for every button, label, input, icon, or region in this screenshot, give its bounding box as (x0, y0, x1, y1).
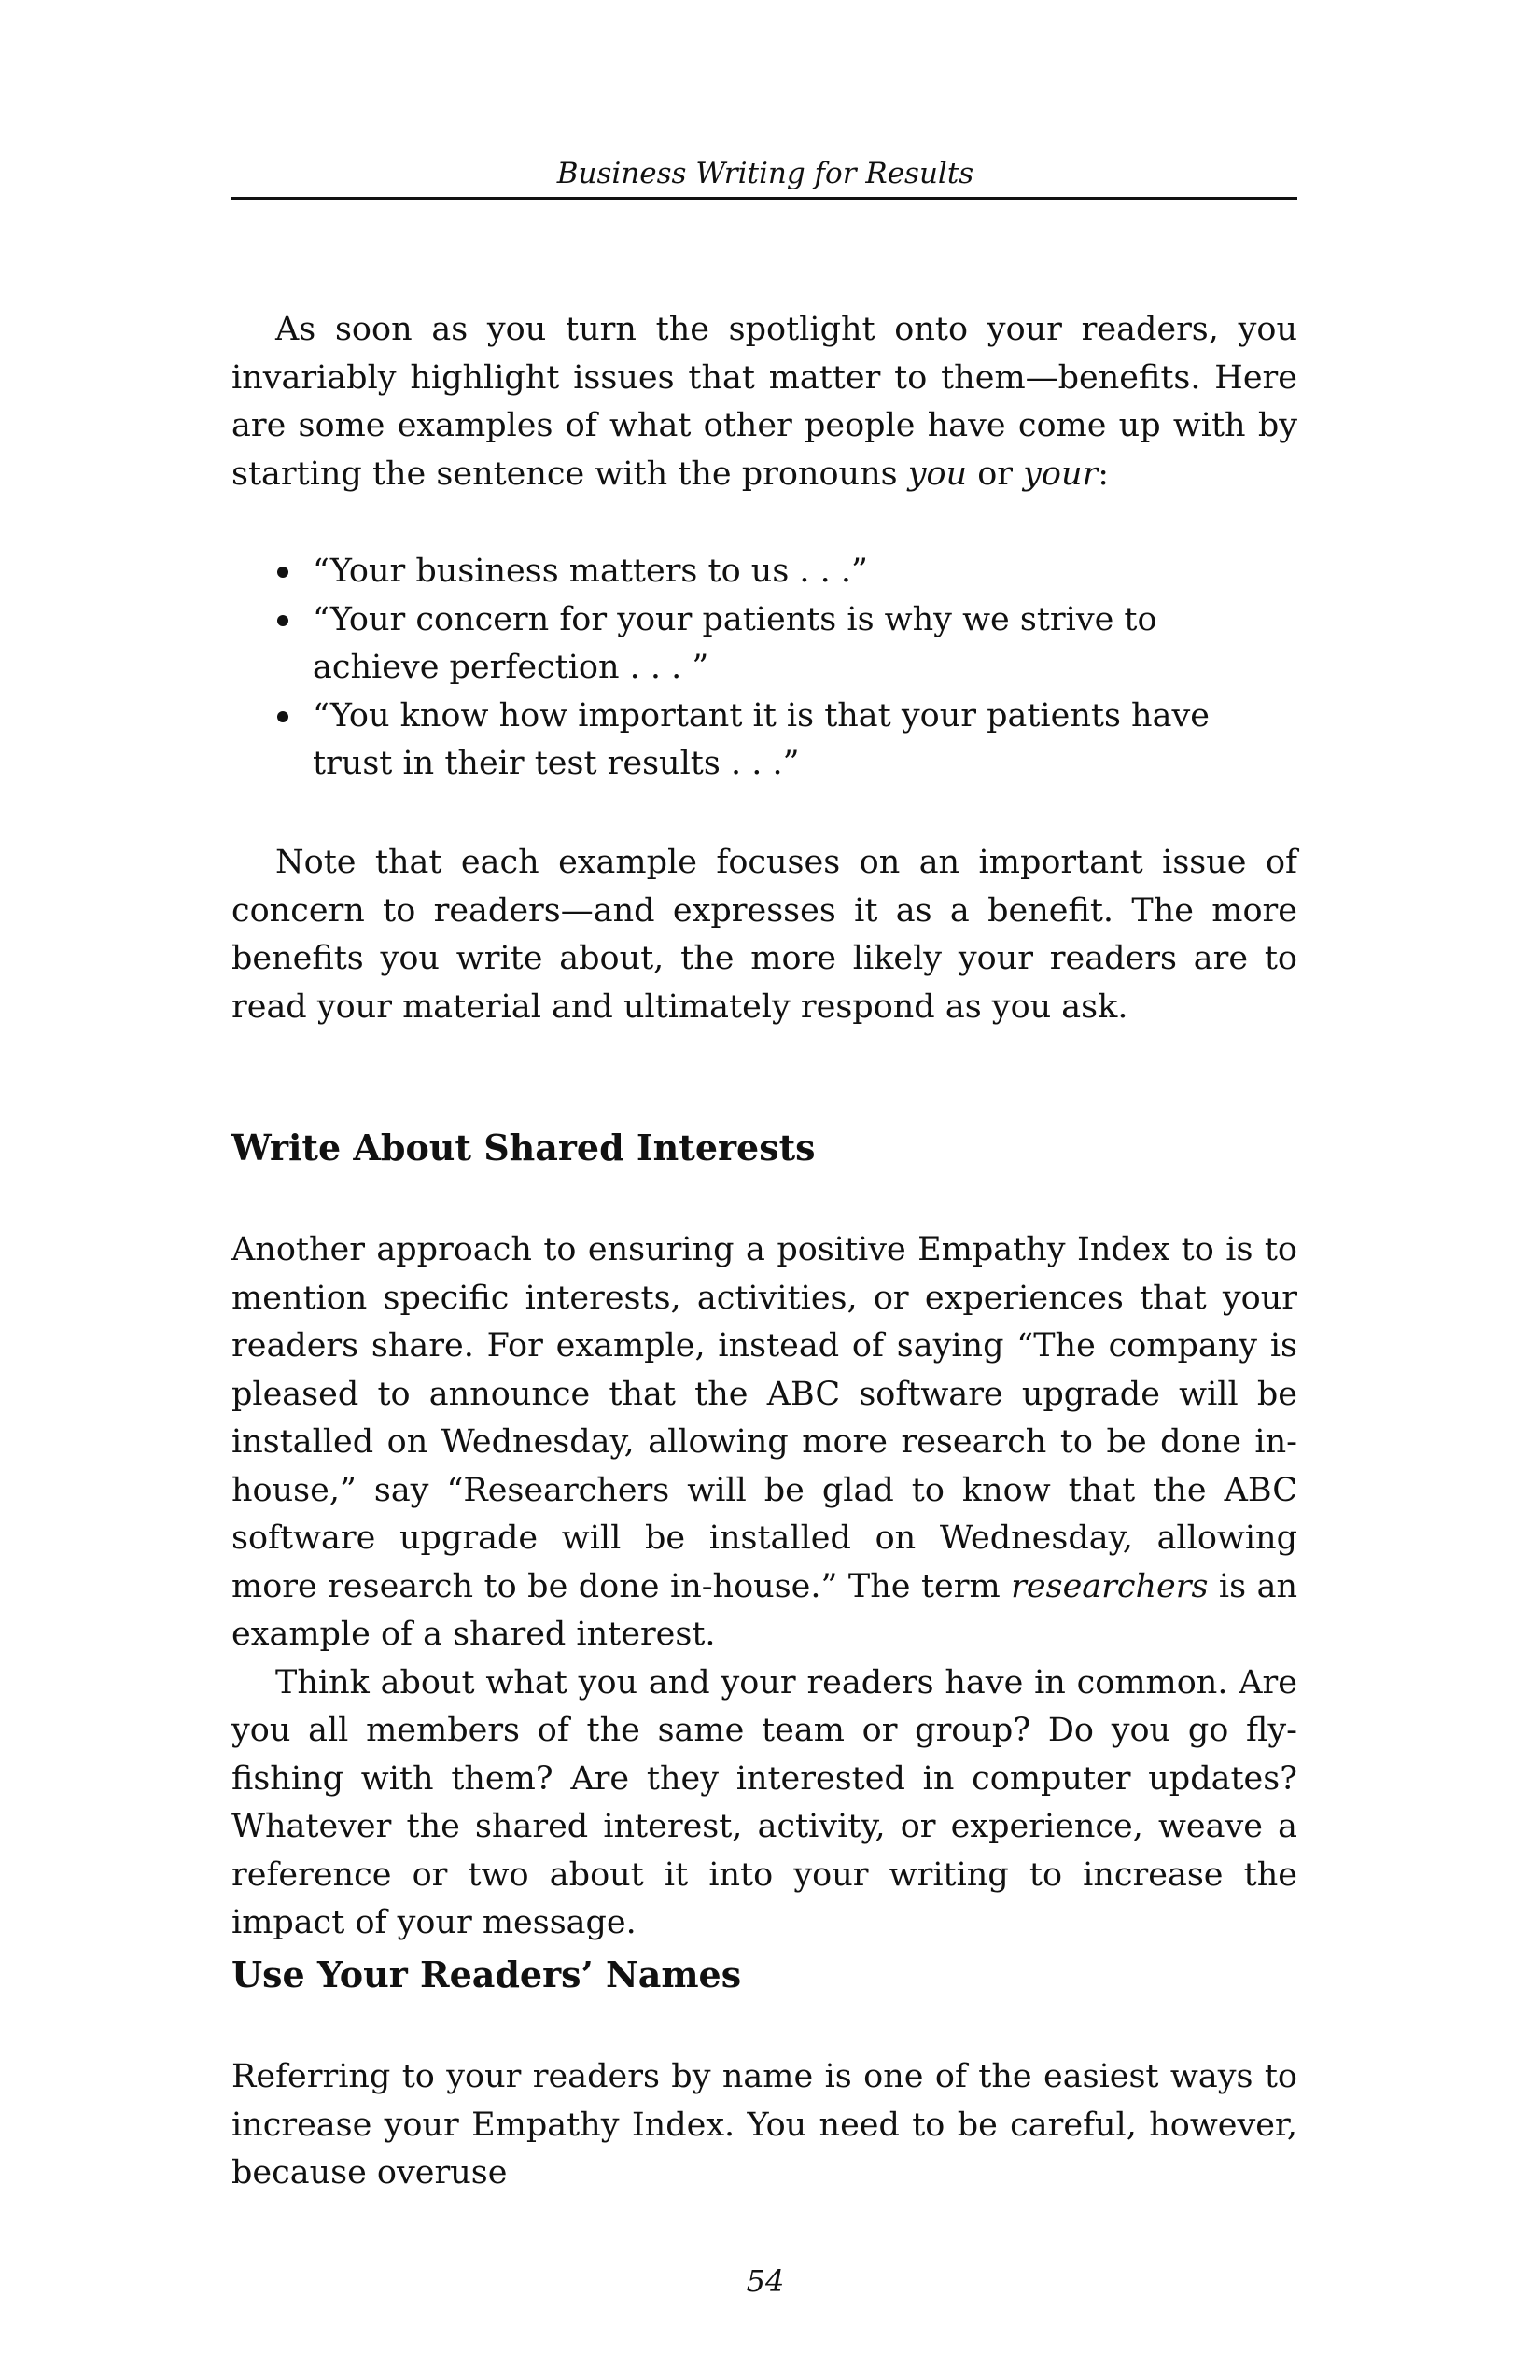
list-item-text: “Your business matters to us . . .” (313, 553, 868, 590)
shared-interests-section (231, 1226, 1297, 1948)
intro-em-you: you (907, 455, 968, 493)
shared-interests-paragraph-2: Think about what you and your readers have in common. Are you all members of the same team or group? Do you go fly-fishing with them? Are they interested in computer updates? Whatever the shared interest, activity, or experience, weave a reference or two about it into your writing to increase the impact of your message. (231, 1663, 1297, 1941)
list-item-text: “Your concern for your patients is why we strive to achieve perfection . . . ” (313, 600, 1157, 686)
list-item (275, 548, 1265, 596)
bullet-icon (277, 567, 288, 578)
header-rule (231, 197, 1297, 200)
page-number: 54 (746, 2263, 785, 2299)
intro-text-or: or (967, 455, 1024, 493)
shared-interests-paragraph-1: Another approach to ensuring a positive Empathy Index to is to mention specific interests, activities, or experiences that your readers share. For example, instead of saying “The company is pleased to announce that the ABC software upgrade will be installed on Wednesday, allowing more research to be done in-house,” say “Researchers will be glad to know that the ABC software upgrade will be installed on Wednesday, allowing more research to be done in-house.” The term researchers is an example of a shared interest. (231, 1231, 1297, 1653)
bullet-icon (277, 615, 288, 626)
bullet-icon (277, 711, 288, 722)
intro-em-your: your (1023, 455, 1099, 493)
intro-paragraph (231, 306, 1297, 498)
list-item-text: “You know how important it is that your patients have trust in their test results . . .” (313, 696, 1210, 782)
running-head: Business Writing for Results (556, 157, 974, 190)
intro-text-end: : (1098, 455, 1110, 493)
intro-text: As soon as you turn the spotlight onto your readers, you invariably highlight issues that matter to them—benefits. Here are some examples of what other people have come up with by starting the sentence with the pronouns (231, 311, 1297, 493)
examples-list (275, 548, 1265, 789)
readers-names-section (231, 2053, 1297, 2198)
section-heading-readers-names: Use Your Readers’ Names (231, 1953, 742, 1995)
readers-names-paragraph: Referring to your readers by name is one of the easiest ways to increase your Empathy Index. You need to be careful, however, because overuse (231, 2058, 1297, 2191)
section-heading-shared-interests: Write About Shared Interests (231, 1127, 816, 1169)
list-item (275, 596, 1265, 693)
list-item (275, 693, 1265, 789)
note-paragraph: Note that each example focuses on an important issue of concern to readers—and expresses it as a benefit. The more benefits you write about, the more likely your readers are to read your material and ultimately respond as you ask. (231, 844, 1297, 1026)
em-researchers: researchers (1011, 1567, 1209, 1605)
